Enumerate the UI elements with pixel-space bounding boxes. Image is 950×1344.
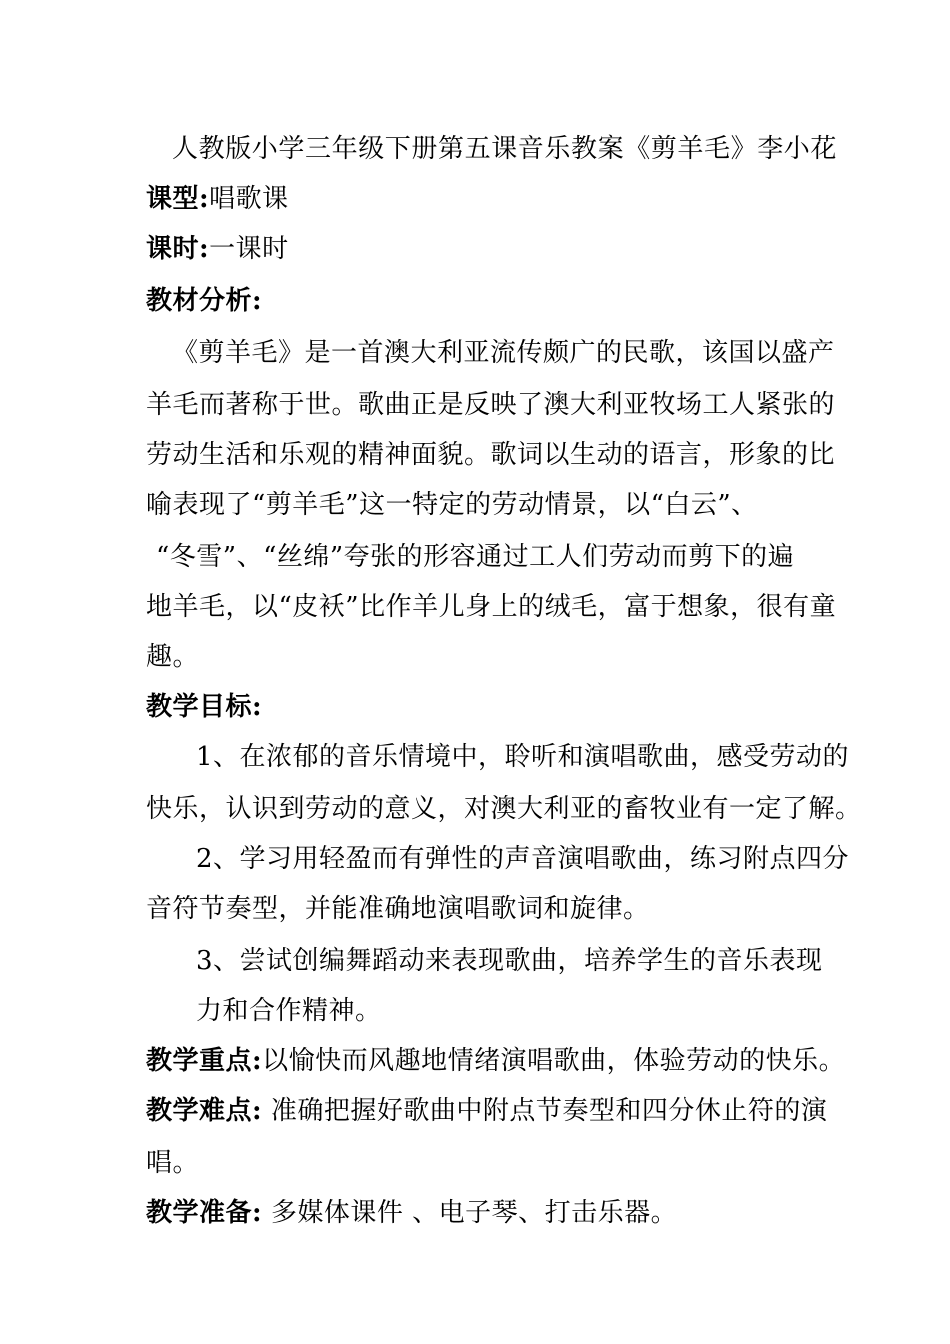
key-point-value: 以愉快而风趣地情绪演唱歌曲，体验劳动的快乐。 <box>262 1046 846 1076</box>
objective-item-2-line-2: 音符节奏型，并能准确地演唱歌词和旋律。 <box>146 894 650 924</box>
analysis-line: 趣。 <box>146 642 200 672</box>
difficulty-value-line-1: 准确把握好歌曲中附点节奏型和四分休止符的演 <box>262 1096 828 1126</box>
analysis-line: 《剪羊毛》是一首澳大利亚流传颇广的民歌，该国以盛产 <box>172 338 835 368</box>
preparation-row <box>146 1196 806 1230</box>
lesson-hours-label: 课时: <box>146 234 210 264</box>
key-point-label: 教学重点: <box>146 1046 263 1076</box>
lesson-type-label: 课型: <box>146 184 210 214</box>
key-point-row <box>146 1044 846 1078</box>
preparation-label: 教学准备: <box>146 1198 263 1228</box>
analysis-line: 喻表现了“剪羊毛”这一特定的劳动情景，以“白云”、 <box>146 490 758 520</box>
document-title: 人教版小学三年级下册第五课音乐教案《剪羊毛》李小花 <box>172 134 838 164</box>
lesson-hours-value: 一课时 <box>209 234 289 264</box>
preparation-value: 多媒体课件 、电子琴、打击乐器。 <box>262 1198 678 1228</box>
objective-item-2-line-1: 2、学习用轻盈而有弹性的声音演唱歌曲，练习附点四分 <box>196 844 850 874</box>
lesson-type-value: 唱歌课 <box>209 184 289 214</box>
lesson-type-row <box>146 182 806 216</box>
analysis-line: “冬雪”、“丝绵”夸张的形容通过工人们劳动而剪下的遍 <box>156 542 795 572</box>
difficulty-row <box>146 1094 828 1128</box>
lesson-hours-row <box>146 232 806 266</box>
analysis-line: 地羊毛，以“皮袄”比作羊儿身上的绒毛，富于想象，很有童 <box>146 592 837 622</box>
analysis-heading: 教材分析: <box>146 286 263 316</box>
analysis-line: 劳动生活和乐观的精神面貌。歌词以生动的语言，形象的比 <box>146 440 836 470</box>
analysis-line: 羊毛而著称于世。歌曲正是反映了澳大利亚牧场工人紧张的 <box>146 390 836 420</box>
objectives-heading: 教学目标: <box>146 692 263 722</box>
difficulty-label: 教学难点: <box>146 1096 263 1126</box>
objective-item-3-line-2: 力和合作精神。 <box>196 996 382 1026</box>
objective-item-1-line-2: 快乐，认识到劳动的意义，对澳大利亚的畜牧业有一定了解。 <box>146 794 862 824</box>
objective-item-1-line-1: 1、在浓郁的音乐情境中，聆听和演唱歌曲，感受劳动的 <box>196 742 850 772</box>
objective-item-3-line-1: 3、尝试创编舞蹈动来表现歌曲，培养学生的音乐表现 <box>196 946 823 976</box>
difficulty-value-line-2: 唱。 <box>146 1148 200 1178</box>
